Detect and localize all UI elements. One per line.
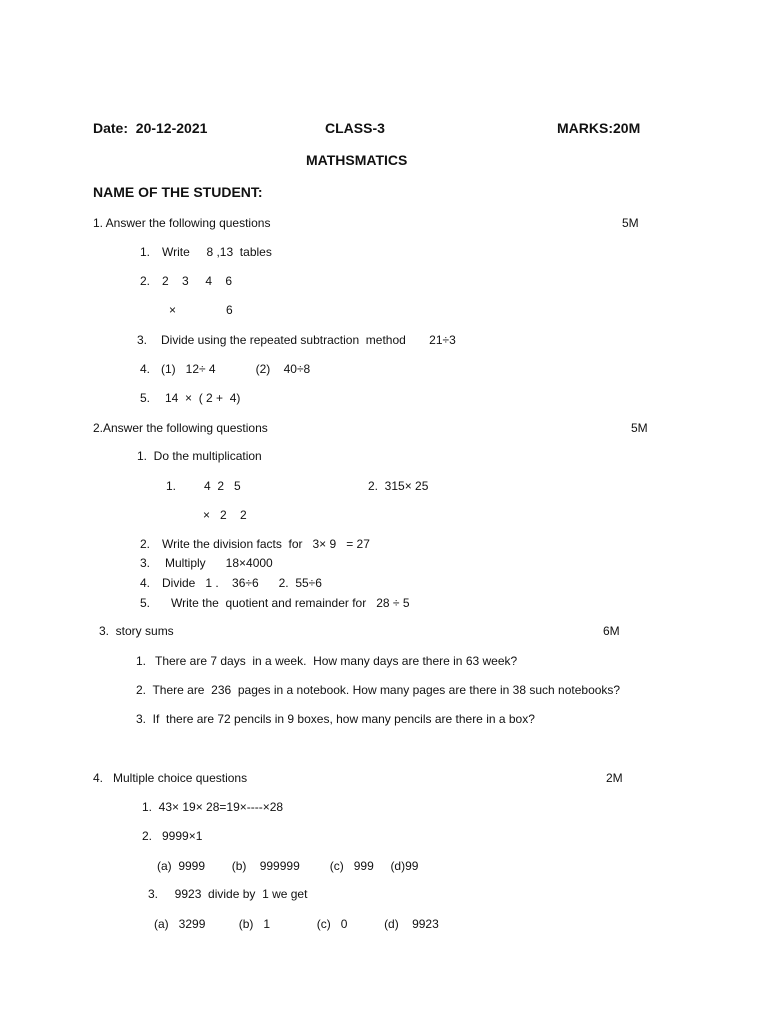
s2-q3-text: Multiply 18×4000 [165, 556, 273, 570]
s2-q2-text: Write the division facts for 3× 9 = 27 [162, 537, 370, 551]
s4-q3-options: (a) 3299 (b) 1 (c) 0 (d) 9923 [154, 917, 439, 931]
s1-q5-number: 5. [140, 391, 151, 405]
subject-title: MATHSMATICS [306, 152, 408, 168]
section4-title: 4. Multiple choice questions [93, 771, 248, 785]
student-name-label: NAME OF THE STUDENT: [93, 184, 263, 200]
date: Date: 20-12-2021 [93, 120, 208, 136]
s4-q3-text: 3. 9923 divide by 1 we get [148, 887, 308, 901]
s2-sub2-text: 2. 315× 25 [368, 479, 429, 493]
s1-q4-number: 4. [140, 362, 151, 376]
s2-q4-text: Divide 1 . 36÷6 2. 55÷6 [162, 576, 322, 590]
s4-q2-options: (a) 9999 (b) 999999 (c) 999 (d)99 [157, 859, 419, 873]
s3-q1-number: 1. [136, 654, 147, 668]
s4-q2-text: 2. 9999×1 [142, 829, 203, 843]
section4-marks: 2M [606, 771, 623, 785]
s1-q2-text: 2 3 4 6 [162, 274, 233, 288]
section1-title: 1. Answer the following questions [93, 216, 271, 230]
s1-q3-text: Divide using the repeated subtraction method 21÷3 [161, 333, 456, 347]
s2-q4-number: 4. [140, 576, 151, 590]
class-label: CLASS-3 [325, 120, 385, 136]
s1-q1-number: 1. [140, 245, 151, 259]
section1-marks: 5M [622, 216, 639, 230]
s2-q3-number: 3. [140, 556, 151, 570]
s1-q2-multiplier: × 6 [169, 303, 233, 317]
s2-sub1-multiplier: × 2 2 [203, 508, 247, 522]
section3-marks: 6M [603, 624, 620, 638]
s2-sub1-text: 4 2 5 [204, 479, 241, 493]
s2-q1-text: 1. Do the multiplication [137, 449, 262, 463]
s1-q5-text: 14 × ( 2 + 4) [165, 391, 241, 405]
s1-q3-number: 3. [137, 333, 148, 347]
section3-title: 3. story sums [99, 624, 174, 638]
s3-q1-text: There are 7 days in a week. How many days are there in 63 week? [155, 654, 518, 668]
s2-sub1-number: 1. [166, 479, 177, 493]
marks-total: MARKS:20M [557, 120, 641, 136]
s4-q1-text: 1. 43× 19× 28=19×----×28 [142, 800, 284, 814]
s1-q4-text: (1) 12÷ 4 (2) 40÷8 [161, 362, 311, 376]
section2-marks: 5M [631, 421, 648, 435]
section2-title: 2.Answer the following questions [93, 421, 268, 435]
s2-q5-number: 5. [140, 596, 151, 610]
s3-q3-text: 3. If there are 72 pencils in 9 boxes, how many pencils are there in a box? [136, 712, 535, 726]
s1-q2-number: 2. [140, 274, 151, 288]
s1-q1-text: Write 8 ,13 tables [162, 245, 272, 259]
s2-q2-number: 2. [140, 537, 151, 551]
s2-q5-text: Write the quotient and remainder for 28 ÷ 5 [171, 596, 410, 610]
s3-q2-text: 2. There are 236 pages in a notebook. How many pages are there in 38 such notebooks? [136, 683, 621, 697]
